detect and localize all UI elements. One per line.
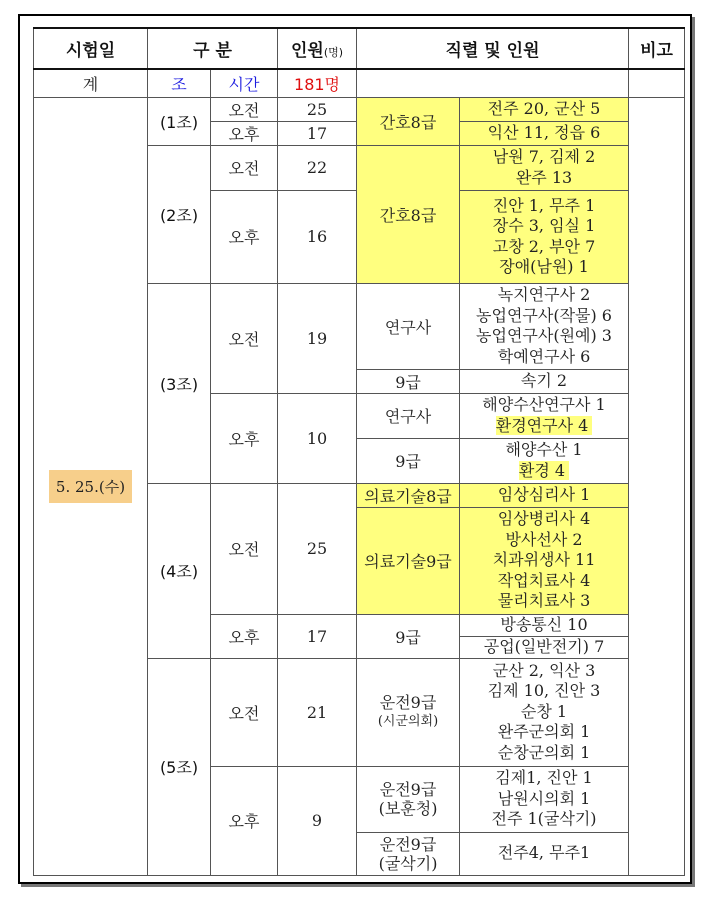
- total-row: [34, 69, 685, 97]
- group4-label: (4조): [148, 483, 211, 658]
- grade-line: (보훈청): [378, 799, 438, 818]
- header-date: 시험일: [34, 28, 148, 69]
- group5-am-count: 21: [278, 658, 357, 766]
- list-item: 해양수산연구사 1: [482, 395, 606, 414]
- group3-pm-count: 10: [278, 393, 357, 483]
- list-item: 전주 1(굴삭기): [491, 809, 597, 829]
- list-item: 해양수산 1: [505, 440, 583, 459]
- total-positions: [357, 69, 629, 97]
- grade-line: (시군의회): [377, 714, 439, 729]
- group1-grade: 간호8급: [357, 97, 460, 145]
- group3-am-grade-b: 9급: [357, 369, 460, 393]
- list-item: 임상병리사 4: [497, 509, 591, 529]
- group5-pm-list-a: [460, 766, 629, 832]
- group4-pm-list-b: [460, 636, 629, 658]
- header-category: 구 분: [148, 28, 278, 69]
- group4-am-list-b: [460, 507, 629, 614]
- group5-label: (5조): [148, 658, 211, 875]
- exam-date-cell: [34, 97, 148, 875]
- group3-pm-grade-a: 연구사: [357, 393, 460, 438]
- list-item: 임상심리사 1: [497, 484, 591, 504]
- list-item: 학예연구사 6: [497, 346, 591, 366]
- group5-pm-count: 9: [278, 766, 357, 875]
- group3-am-grade-a: 연구사: [357, 283, 460, 369]
- group1-label: (1조): [148, 97, 211, 145]
- group2-grade: 간호8급: [357, 145, 460, 283]
- total-label: 계: [34, 69, 148, 97]
- group4-am-grade-b: 의료기술9급: [357, 507, 460, 614]
- group2-pm-list: [460, 190, 629, 283]
- group2-am-time: 오전: [211, 145, 278, 190]
- list-item: 고창 2, 부안 7: [492, 236, 596, 256]
- group1-am-time: 오전: [211, 97, 278, 121]
- header-positions: 직렬 및 인원: [357, 28, 629, 69]
- group3-am-list-a: [460, 283, 629, 369]
- grade-line: 운전9급: [379, 834, 437, 854]
- group2-pm-time: 오후: [211, 190, 278, 283]
- group3-pm-list-a: [460, 393, 629, 438]
- list-item: 김제1, 진안 1: [495, 768, 593, 788]
- total-count: 181명: [278, 69, 357, 97]
- group4-pm-grade: 9급: [357, 614, 460, 658]
- list-item: 속기 2: [520, 370, 568, 390]
- group1-pm-time: 오후: [211, 121, 278, 145]
- group5-pm-list-b: [460, 832, 629, 875]
- list-item: 순창군의회 1: [497, 742, 591, 762]
- list-item: 김제 10, 진안 3: [487, 681, 601, 701]
- grade-line: 운전9급: [379, 693, 437, 712]
- group4-am-time: 오전: [211, 483, 278, 614]
- group2-am-count: 22: [278, 145, 357, 190]
- list-item: 물리치료사 3: [497, 591, 591, 611]
- group2-pm-count: 16: [278, 190, 357, 283]
- list-item: 치과위생사 11: [492, 550, 596, 570]
- list-item: 방사선사 2: [505, 529, 583, 549]
- list-item: 방송통신 10: [500, 614, 588, 634]
- list-item: 남원 7, 김제 2: [492, 147, 596, 166]
- list-item: 진안 1, 무주 1: [492, 195, 596, 215]
- group4-pm-count: 17: [278, 614, 357, 658]
- group4-am-list-a: [460, 483, 629, 507]
- group5-pm-grade-a: [357, 766, 460, 832]
- group2-am-list: [460, 145, 629, 190]
- group1-am-row: [34, 97, 685, 121]
- group1-am-list: [460, 97, 629, 121]
- grade-line: (굴삭기): [378, 853, 438, 873]
- list-item: 장애(남원) 1: [499, 257, 589, 276]
- list-item: 작업치료사 4: [497, 570, 591, 590]
- group3-pm-time: 오후: [211, 393, 278, 483]
- list-item: 환경 4: [519, 461, 569, 480]
- header-count: 인원(명): [278, 28, 357, 69]
- exam-date: 5. 25.(수): [49, 470, 132, 503]
- grade-line: 운전9급: [379, 780, 437, 799]
- list-item: 공업(일반전기) 7: [483, 636, 605, 656]
- group2-label: (2조): [148, 145, 211, 283]
- group5-am-time: 오전: [211, 658, 278, 766]
- group1-pm-count: 17: [278, 121, 357, 145]
- group3-am-count: 19: [278, 283, 357, 393]
- list-item: 완주군의회 1: [497, 722, 591, 742]
- group5-pm-time: 오후: [211, 766, 278, 875]
- list-item: 전주 20, 군산 5: [487, 98, 601, 118]
- group4-pm-time: 오후: [211, 614, 278, 658]
- list-item: 농업연구사(작물) 6: [476, 305, 612, 325]
- group4-pm-list-a: [460, 614, 629, 636]
- group5-am-grade: [357, 658, 460, 766]
- total-group: 조: [148, 69, 211, 97]
- list-item: 순창 1: [520, 701, 568, 721]
- group4-am-grade-a: 의료기술8급: [357, 483, 460, 507]
- exam-schedule-table: [33, 27, 685, 876]
- group3-pm-list-b: [460, 438, 629, 483]
- group3-pm-grade-b: 9급: [357, 438, 460, 483]
- list-item: 전주4, 무주1: [497, 843, 591, 863]
- group3-am-list-b: [460, 369, 629, 393]
- group3-am-time: 오전: [211, 283, 278, 393]
- group4-am-count: 25: [278, 483, 357, 614]
- list-item: 환경연구사 4: [496, 416, 593, 435]
- header-row: [34, 28, 685, 69]
- total-time: 시간: [211, 69, 278, 97]
- group3-label: (3조): [148, 283, 211, 483]
- total-note: [629, 69, 685, 97]
- group5-am-list: [460, 658, 629, 766]
- list-item: 농업연구사(원예) 3: [476, 326, 612, 345]
- list-item: 익산 11, 정읍 6: [487, 122, 601, 142]
- header-note: 비고: [629, 28, 685, 69]
- group1-am-count: 25: [278, 97, 357, 121]
- group5-pm-grade-b: [357, 832, 460, 875]
- list-item: 장수 3, 임실 1: [492, 216, 596, 235]
- list-item: 완주 13: [515, 167, 573, 187]
- list-item: 녹지연구사 2: [497, 285, 591, 304]
- note-cell: [629, 97, 685, 875]
- list-item: 군산 2, 익산 3: [492, 660, 596, 680]
- group1-pm-list: [460, 121, 629, 145]
- list-item: 남원시의회 1: [497, 788, 591, 808]
